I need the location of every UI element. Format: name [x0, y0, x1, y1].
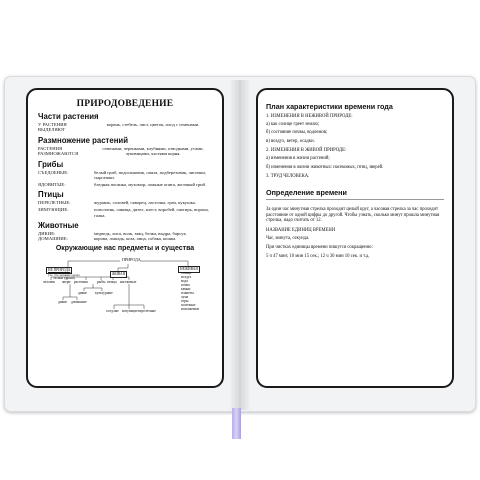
info-row [38, 200, 212, 205]
scheme-node-living: ЖИВАЯ [112, 272, 125, 277]
scheme-node-animal-child: домашние [71, 299, 87, 304]
scheme-node-living-child: растения [74, 279, 88, 284]
bookmark-ribbon [232, 408, 241, 439]
plan-item: 1. ИЗМЕНЕНИЯ В НЕЖИВОЙ ПРИРОДЕ: [266, 114, 353, 119]
section-plant-parts [38, 112, 212, 133]
time-paragraph: НАЗВАНИЕ ЕДИНИЦ ВРЕМЕНИ [266, 227, 336, 233]
scheme-node-nonliving-child: воздух [181, 274, 192, 279]
scheme-node-living-child: рыбы [97, 279, 106, 284]
scheme-node-nonliving: НЕЖИВАЯ [180, 267, 198, 272]
scheme-node-notnature-note: (то, что человек сделал своими руками) [48, 272, 80, 281]
connector-insects [114, 284, 144, 309]
plan-item: б) состояние почвы, водоемов; [266, 130, 328, 136]
scheme-node-nonliving-child: горы [181, 298, 189, 303]
section-heading: Грибы [38, 159, 64, 169]
section-heading: Размножение растений [38, 135, 128, 145]
connector-root-notnature [68, 261, 120, 267]
section-heading: Животные [38, 221, 79, 231]
connector-plants [84, 284, 102, 291]
section-heading: Птицы [38, 190, 64, 200]
scheme-node-nonliving-child: камни [181, 286, 191, 291]
scheme-node-notnature: НЕ ПРИРОДА [48, 268, 71, 273]
row-value: журавль, соловей, скворец, ласточка, грач, кукушка. [94, 200, 196, 206]
plan-item: б) изменения в жизни животных: насекомых, птиц, зверей. [266, 164, 384, 170]
section-birds [38, 190, 212, 218]
info-row [38, 146, 212, 157]
row-key: У РАСТЕНИЯ ВЫДЕЛЯЮТ [38, 122, 67, 133]
scheme-node-nonliving-child: солнце [181, 270, 192, 275]
row-value: белый гриб, подосиновик, опята, подберезовик, лисички, сыроежки. [94, 169, 206, 181]
scheme-node-living-child: человек [43, 279, 56, 284]
page-title: ПРИРОДОВЕДЕНИЕ [76, 99, 174, 109]
section-mushrooms [38, 160, 212, 188]
scheme-node-nonliving-child: луна [181, 294, 189, 299]
row-value: бледная поганка, мухомор, ложные опята, желчный гриб. [94, 181, 207, 187]
time-paragraph: За один час минутная стрелка проходит целый круг, а часовая стрелка за час проходит расстояние от одной цифры до другой. Чтобы узнать, сколько минут прошла минутная стрелка, надо считать от 12. [266, 206, 440, 224]
info-row [38, 122, 212, 133]
scheme-node-nonliving-child: планеты [181, 290, 194, 295]
info-row [38, 170, 212, 181]
time-paragraph: При чистках единицы времени пишутся сокращенно: [266, 245, 373, 251]
row-value: корова, лошадь, коза, овца, собака, кошка. [94, 236, 177, 242]
row-key: ДИКИЕ: [38, 231, 56, 237]
scheme-node-nonliving-child: полезные ископаемые [181, 302, 200, 311]
plan-item: 3. ТРУД ЧЕЛОВЕКА. [266, 174, 310, 180]
section-heading: Части растения [38, 112, 99, 121]
scheme-node-nonliving-child: вода [181, 278, 188, 283]
row-key: СЪЕДОБНЫЕ: [38, 169, 69, 175]
section-plant-reproduction [38, 136, 212, 157]
plan-item: а) как солнце греет землю; [266, 122, 320, 128]
info-row [38, 207, 212, 218]
row-key: РАСТЕНИЯ РАЗМНОЖАЮТСЯ [38, 145, 79, 157]
scheme-node-animal-child: дикие [58, 299, 68, 304]
scheme-node-root: ПРИРОДА [122, 256, 141, 262]
plan-item: а) изменения в жизни растений; [266, 156, 330, 162]
scheme-node-plant-child: дикие [78, 290, 88, 295]
scheme-node-plant-child: культурные [95, 290, 113, 295]
scheme-node-insect-child: кочующие [122, 308, 138, 313]
divider [266, 199, 444, 200]
plan-heading: План характеристики времени года [266, 102, 393, 111]
row-value: поползень, синица, дятел, клест, воробей, снегирь, ворона, галка. [94, 207, 209, 218]
plan-item: в) воздух, ветер, осадки. [266, 138, 315, 144]
scheme-node-insect-child: оседлые [106, 308, 119, 313]
row-value: медведь, лиса, волк, заяц, белка, выдра, барсук. [94, 231, 187, 237]
scheme-node-insect-child: перелетные [138, 308, 156, 313]
plan-item: 2. ИЗМЕНЕНИЯ В ЖИВОЙ ПРИРОДЕ: [266, 148, 347, 154]
info-row [38, 236, 212, 241]
time-heading: Определение времени [266, 188, 347, 198]
scheme-node-living-child: птицы [107, 279, 117, 284]
time-paragraph: 5 ч 47 мин; 10 мин 15 сек.; 12 ч 30 мин 10 сек. и т.д. [266, 253, 370, 259]
scheme-node-living-child: насекомые [120, 279, 137, 284]
scheme-title: Окружающие нас предметы и существа [55, 244, 195, 252]
info-row [38, 182, 212, 187]
connector-animals [63, 284, 77, 300]
section-animals [38, 221, 212, 242]
row-key: ДОМАШНИЕ: [38, 236, 69, 242]
notebook-spine [229, 80, 251, 410]
row-key: ЯДОВИТЫЕ: [38, 181, 66, 187]
row-value: семенами, черенками, клубнями, отводками, усами, луковицами, частями корня. [102, 145, 204, 157]
scheme-node-nonliving-child: почва [181, 282, 190, 287]
nature-scheme-diagram [38, 253, 214, 331]
right-page [256, 88, 454, 388]
time-paragraph: Час, минута, секунда. [266, 235, 310, 241]
left-page [26, 88, 224, 388]
row-value: корень, стебель, лист, цветок, плод с семенами. [106, 122, 200, 127]
scheme-node-living-child: звери [62, 279, 71, 284]
row-key: ПЕРЕЛЕТНЫЕ: [38, 200, 71, 206]
row-key: ЗИМУЮЩИЕ: [38, 207, 69, 213]
